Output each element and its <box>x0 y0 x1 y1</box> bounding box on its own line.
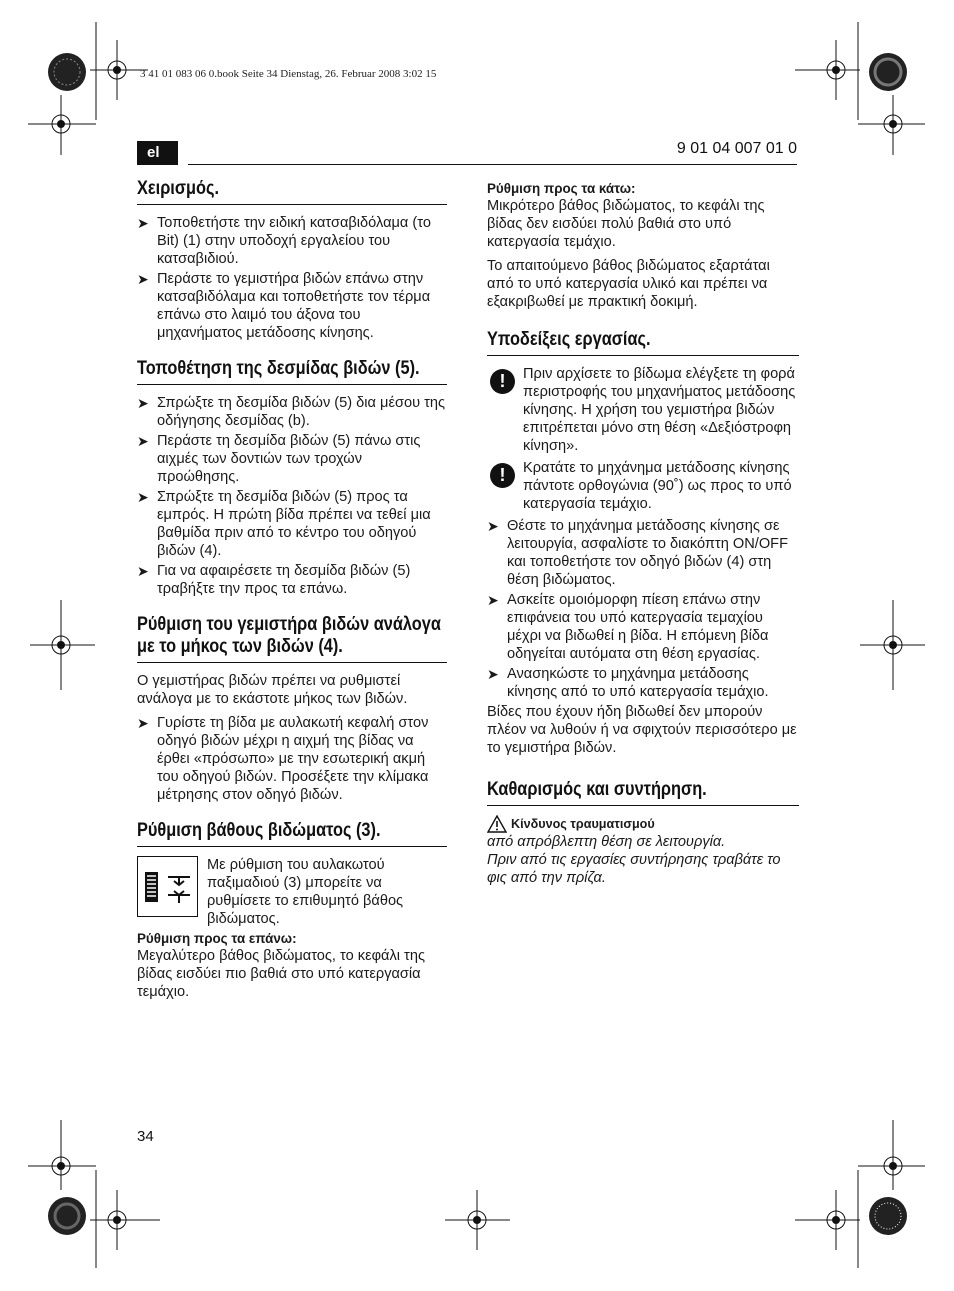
section-title: Ρύθμιση του γεμιστήρα βιδών ανάλογα με το μήκος των βιδών (4). <box>137 614 441 657</box>
arrow-icon: ➤ <box>487 518 499 534</box>
list-item: ➤ Για να αφαιρέσετε τη δεσμίδα βιδών (5) τραβήξτε την προς τα επάνω. <box>137 563 411 597</box>
section-title: Τοποθέτηση της δεσμίδας βιδών (5). <box>137 358 420 379</box>
list-item: ➤ Γυρίστε τη βίδα με αυλακωτή κεφαλή στον οδηγό βιδών μέχρι η αιχμή της βίδας να έρθει «πρόσωπο» με την εσωτερική ακμή του οδηγού βιδών. Προσέξετε την κλίμακα μέτρησης στον οδηγό βιδών. <box>137 715 429 803</box>
list-item: ➤ Ανασηκώστε το μηχάνημα μετάδοσης κίνησης από το υπό κατεργασία τεμάχιο. <box>487 666 769 700</box>
list-item: ➤ Περάστε τη δεσμίδα βιδών (5) πάνω στις αιχμές των δοντιών των τροχών προώθησης. <box>137 433 421 485</box>
arrow-icon: ➤ <box>137 215 149 231</box>
list-item: ➤ Σπρώξτε τη δεσμίδα βιδών (5) προς τα εμπρός. Η πρώτη βίδα πρέπει να τεθεί μια βαθμίδα πριν από το κέντρο του οδηγού βιδών (4). <box>137 489 431 559</box>
paragraph: Το απαιτούμενο βάθος βιδώματος εξαρτάται από το υπό κατεργασία υλικό και πρέπει να εξακριβωθεί με πρακτική δοκιμή. <box>487 258 770 310</box>
danger-text: Πριν από τις εργασίες συντήρησης τραβάτε το φις από την πρίζα. <box>487 852 781 886</box>
left-column <box>137 178 447 1017</box>
list-item: ➤ Περάστε το γεμιστήρα βιδών επάνω στην κατσαβιδόλαμα και τοποθετήστε τον τέρμα επάνω στο λαιμό του άξονα του μηχανήματος μετάδοσης κίνησης. <box>137 271 431 341</box>
notice-block: ! Κρατάτε το μηχάνημα μετάδοσης κίνησης πάντοτε ορθογώνια (90˚) ως προς το υπό κατεργασία τεμάχιο. <box>487 459 799 513</box>
paragraph: Ο γεμιστήρας βιδών πρέπει να ρυθμιστεί ανάλογα με το εκάστοτε μήκος των βιδών. <box>137 673 408 707</box>
section-title: Καθαρισμός και συντήρηση. <box>487 779 707 800</box>
section-depth-adjust <box>137 820 447 1001</box>
arrow-icon: ➤ <box>137 395 149 411</box>
list-item: ➤ Τοποθετήστε την ειδική κατσαβιδόλαμα (το Bit) (1) στην υποδοχή εργαλείου του κατσαβιδιού. <box>137 215 431 267</box>
arrow-icon: ➤ <box>137 563 149 579</box>
list-item: ➤ Θέστε το μηχάνημα μετάδοσης κίνησης σε λειτουργία, ασφαλίστε το διακόπτη ON/OFF και τοποθετήστε τον οδηγό βιδών (4) στη θέση βιδώματος. <box>487 518 788 588</box>
list-item: ➤ Σπρώξτε τη δεσμίδα βιδών (5) δια μέσου της οδήγησης δεσμίδας (b). <box>137 395 446 429</box>
section-tips <box>487 329 799 757</box>
section-length-adjust <box>137 614 447 804</box>
section-strip-insert <box>137 358 447 598</box>
paragraph: Βίδες που έχουν ήδη βιδωθεί δεν μπορούν πλέον να λυθούν ή να σφιχτούν περισσότερο με το γεμιστήρα βιδών. <box>487 704 797 756</box>
exclamation-icon: ! <box>490 369 515 394</box>
paragraph: Μεγαλύτερο βάθος βιδώματος, το κεφάλι της βίδας εισδύει πιο βαθιά στο υπό κατεργασία τεμάχιο. <box>137 948 425 1000</box>
section-title: Χειρισμός. <box>137 178 220 199</box>
section-operation <box>137 178 447 342</box>
depth-adjust-icon <box>137 856 198 917</box>
section-maintenance <box>487 779 799 887</box>
doc-number: 9 01 04 007 01 0 <box>676 140 797 157</box>
arrow-icon: ➤ <box>487 666 499 682</box>
exclamation-icon: ! <box>490 463 515 488</box>
paragraph: Με ρύθμιση του αυλακωτού παξιμαδιού (3) μπορείτε να ρυθμίσετε το επιθυμητό βάθος βιδώματος. <box>207 857 404 927</box>
section-title: Ρύθμιση βάθους βιδώματος (3). <box>137 820 381 841</box>
print-info: 3 41 01 083 06 0.book Seite 34 Dienstag, 26. Februar 2008 3:02 15 <box>140 68 437 80</box>
right-column <box>487 178 799 903</box>
arrow-icon: ➤ <box>137 489 149 505</box>
arrow-icon: ➤ <box>137 433 149 449</box>
header-rule <box>188 164 797 165</box>
page-number: 34 <box>137 1128 154 1145</box>
arrow-icon: ➤ <box>487 592 499 608</box>
danger-heading: Κίνδυνος τραυματισμού <box>487 815 799 833</box>
section-title: Υποδείξεις εργασίας. <box>487 329 651 350</box>
arrow-icon: ➤ <box>137 715 149 731</box>
paragraph: Μικρότερο βάθος βιδώματος, το κεφάλι της βίδας δεν εισδύει πολύ βαθιά στο υπό κατεργασία τεμάχιο. <box>487 198 765 250</box>
subheading-up: Ρύθμιση προς τα επάνω: <box>137 931 297 946</box>
subheading-down: Ρύθμιση προς τα κάτω: <box>487 181 636 196</box>
notice-block: ! Πριν αρχίσετε το βίδωμα ελέγξετε τη φορά περιστροφής του μηχανήματος μετάδοσης κίνησης. Η χρήση του γεμιστήρα βιδών επιτρέπεται μόνο στη θέση «Δεξιόστροφη κίνηση». <box>487 365 799 455</box>
arrow-icon: ➤ <box>137 271 149 287</box>
language-tab: el <box>137 141 178 165</box>
danger-text: από απρόβλεπτη θέση σε λειτουργία. <box>487 834 726 850</box>
list-item: ➤ Ασκείτε ομοιόμορφη πίεση επάνω στην επιφάνεια του υπό κατεργασία τεμαχίου μέχρι να βιδωθεί η βίδα. Η επόμενη βίδα οδηγείται αυτόματα στη θέση εργασίας. <box>487 592 769 662</box>
warning-triangle-icon <box>487 815 507 833</box>
